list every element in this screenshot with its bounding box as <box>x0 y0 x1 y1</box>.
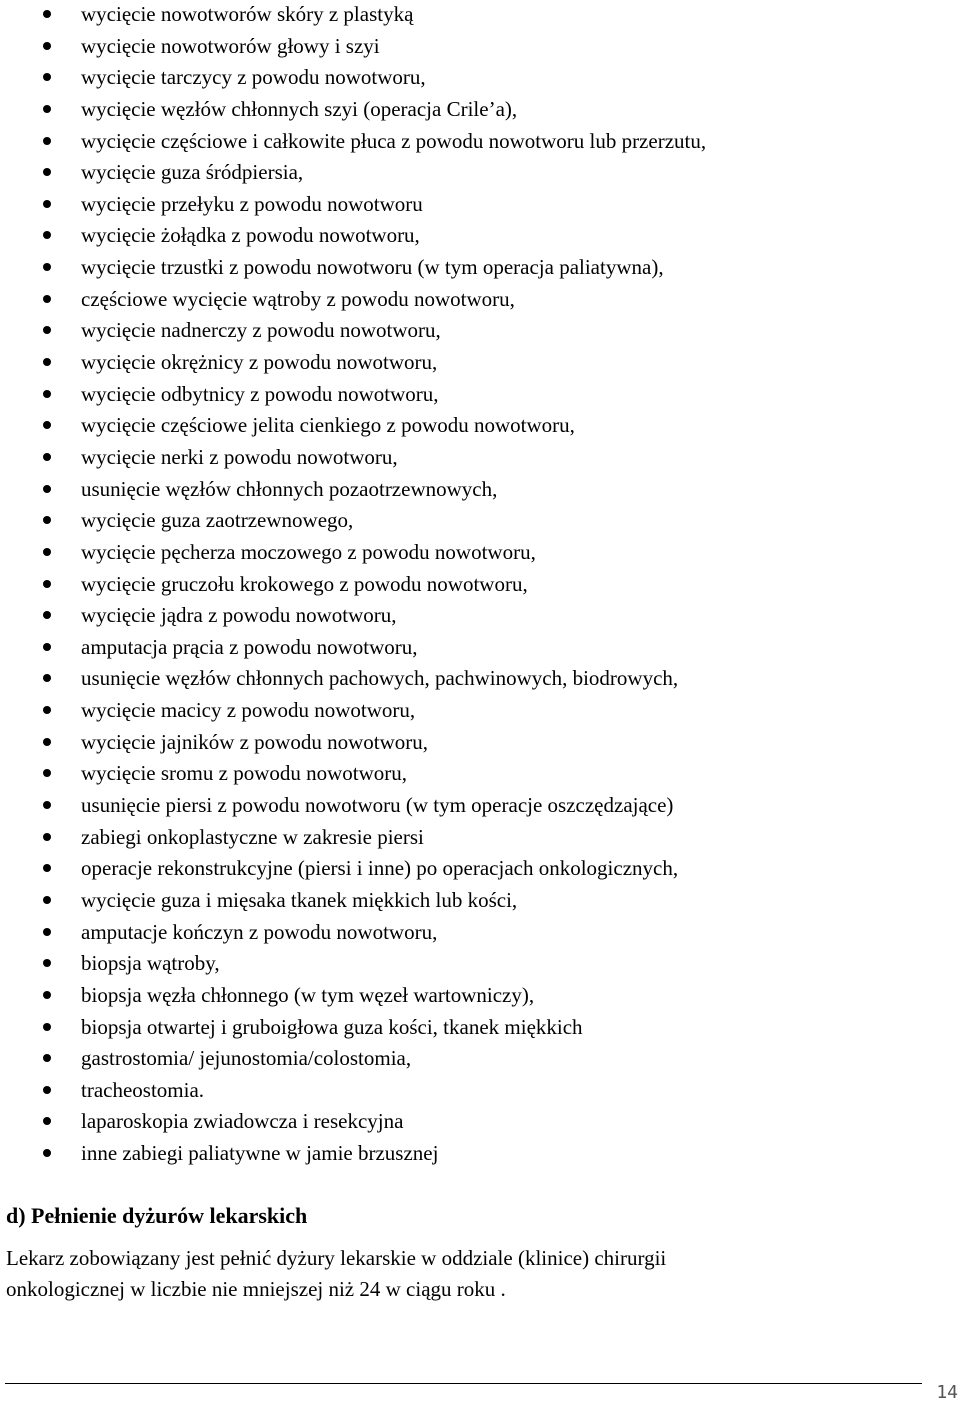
list-item <box>0 348 960 380</box>
list-item <box>0 981 960 1013</box>
bullet-icon <box>43 485 51 493</box>
list-item <box>0 1076 960 1108</box>
list-item <box>0 1013 960 1045</box>
list-item-text: operacje rekonstrukcyjne (piersi i inne) po operacjach onkologicznych, <box>81 856 679 881</box>
section-heading: d) Pełnienie dyżurów lekarskich <box>6 1203 308 1228</box>
list-item-text: wycięcie węzłów chłonnych szyi (operacja Crile’a), <box>81 96 518 121</box>
list-item <box>0 285 960 317</box>
list-item-text: tracheostomia. <box>81 1077 205 1102</box>
list-item <box>0 32 960 64</box>
list-item-text: wycięcie częściowe i całkowite płuca z powodu nowotworu lub przerzutu, <box>81 128 707 153</box>
list-item <box>0 791 960 823</box>
bullet-icon <box>43 326 51 334</box>
list-item-text: wycięcie żołądka z powodu nowotworu, <box>81 223 420 248</box>
list-item-text: wycięcie pęcherza moczowego z powodu nowotworu, <box>81 539 536 564</box>
bullet-icon <box>43 959 51 967</box>
list-item <box>0 63 960 95</box>
bullet-icon <box>43 390 51 398</box>
bullet-icon <box>43 580 51 588</box>
bullet-icon <box>43 864 51 872</box>
list-item-text: wycięcie macicy z powodu nowotworu, <box>81 698 416 723</box>
list-item-text: wycięcie gruczołu krokowego z powodu nowotworu, <box>81 571 528 596</box>
list-item <box>0 538 960 570</box>
bullet-icon <box>43 801 51 809</box>
list-item <box>0 475 960 507</box>
bullet-icon <box>43 548 51 556</box>
list-item <box>0 886 960 918</box>
list-item <box>0 570 960 602</box>
list-item-text: usunięcie węzłów chłonnych pachowych, pachwinowych, biodrowych, <box>81 666 679 691</box>
bullet-icon <box>43 10 51 18</box>
list-item <box>0 949 960 981</box>
paragraph-line: Lekarz zobowiązany jest pełnić dyżury lekarskie w oddziale (klinice) chirurgii <box>6 1246 667 1270</box>
bullet-icon <box>43 706 51 714</box>
list-item-text: wycięcie przełyku z powodu nowotworu <box>81 191 423 216</box>
list-item <box>0 95 960 127</box>
list-item-text: wycięcie nowotworów głowy i szyi <box>81 33 380 58</box>
list-item-text: biopsja węzła chłonnego (w tym węzeł wartowniczy), <box>81 982 535 1007</box>
bullet-icon <box>43 833 51 841</box>
bullet-icon <box>43 991 51 999</box>
list-item <box>0 1044 960 1076</box>
section-paragraph <box>6 1243 946 1305</box>
list-item <box>0 506 960 538</box>
bullet-icon <box>43 611 51 619</box>
bullet-icon <box>43 105 51 113</box>
list-item <box>0 158 960 190</box>
footer-divider <box>5 1383 922 1384</box>
paragraph-line: onkologicznej w liczbie nie mniejszej niż 24 w ciągu roku . <box>6 1277 506 1301</box>
page-number: 14 <box>936 1382 958 1403</box>
bullet-icon <box>43 421 51 429</box>
list-item <box>0 664 960 696</box>
bullet-icon <box>43 1054 51 1062</box>
list-item <box>0 443 960 475</box>
bullet-icon <box>43 1117 51 1125</box>
bullet-icon <box>43 42 51 50</box>
list-item-text: wycięcie częściowe jelita cienkiego z powodu nowotworu, <box>81 413 575 438</box>
list-item <box>0 127 960 159</box>
list-item <box>0 759 960 791</box>
list-item-text: wycięcie sromu z powodu nowotworu, <box>81 761 408 786</box>
list-item <box>0 601 960 633</box>
bullet-icon <box>43 1023 51 1031</box>
bullet-icon <box>43 738 51 746</box>
list-item <box>0 633 960 665</box>
bullet-icon <box>43 516 51 524</box>
list-item <box>0 823 960 855</box>
list-item <box>0 728 960 760</box>
list-item-text: wycięcie guza śródpiersia, <box>81 160 304 185</box>
list-item <box>0 380 960 412</box>
bullet-icon <box>43 1149 51 1157</box>
list-item-text: wycięcie guza zaotrzewnowego, <box>81 508 354 533</box>
list-item-text: wycięcie jądra z powodu nowotworu, <box>81 603 397 628</box>
bullet-icon <box>43 73 51 81</box>
list-item <box>0 253 960 285</box>
list-item-text: wycięcie nerki z powodu nowotworu, <box>81 444 398 469</box>
bullet-icon <box>43 231 51 239</box>
list-item-text: biopsja wątroby, <box>81 951 220 976</box>
list-item <box>0 411 960 443</box>
list-item-text: wycięcie nowotworów skóry z plastyką <box>81 2 414 26</box>
list-item-text: wycięcie odbytnicy z powodu nowotworu, <box>81 381 439 406</box>
list-item <box>0 1139 960 1171</box>
list-item-text: amputacje kończyn z powodu nowotworu, <box>81 919 438 944</box>
list-item-text: inne zabiegi paliatywne w jamie brzusznej <box>81 1141 439 1166</box>
list-item <box>0 1107 960 1139</box>
bullet-icon <box>43 643 51 651</box>
list-item-text: częściowe wycięcie wątroby z powodu nowotworu, <box>81 286 515 311</box>
list-item <box>0 854 960 886</box>
bullet-icon <box>43 674 51 682</box>
bullet-icon <box>43 137 51 145</box>
list-item-text: wycięcie tarczycy z powodu nowotworu, <box>81 65 426 90</box>
list-item <box>0 918 960 950</box>
bullet-icon <box>43 1086 51 1094</box>
bullet-icon <box>43 200 51 208</box>
bullet-icon <box>43 168 51 176</box>
bullet-icon <box>43 928 51 936</box>
list-item-text: wycięcie guza i mięsaka tkanek miękkich lub kości, <box>81 887 518 912</box>
list-item-text: gastrostomia/ jejunostomia/colostomia, <box>81 1046 412 1071</box>
list-item-text: wycięcie trzustki z powodu nowotworu (w tym operacja paliatywna), <box>81 255 664 280</box>
list-item <box>0 221 960 253</box>
bullet-icon <box>43 358 51 366</box>
list-item-text: usunięcie piersi z powodu nowotworu (w tym operacje oszczędzające) <box>81 793 674 818</box>
list-item <box>0 0 960 32</box>
list-item-text: laparoskopia zwiadowcza i resekcyjna <box>81 1109 404 1134</box>
list-item <box>0 696 960 728</box>
list-item-text: wycięcie nadnerczy z powodu nowotworu, <box>81 318 441 343</box>
bullet-icon <box>43 769 51 777</box>
list-item <box>0 190 960 222</box>
list-item-text: usunięcie węzłów chłonnych pozaotrzewnowych, <box>81 476 498 501</box>
list-item-text: amputacja prącia z powodu nowotworu, <box>81 634 418 659</box>
list-item-text: biopsja otwartej i gruboigłowa guza kości, tkanek miękkich <box>81 1014 583 1039</box>
list-item-text: wycięcie okrężnicy z powodu nowotworu, <box>81 350 438 375</box>
list-item-text: wycięcie jajników z powodu nowotworu, <box>81 729 429 754</box>
bullet-icon <box>43 263 51 271</box>
bullet-icon <box>43 453 51 461</box>
list-item <box>0 316 960 348</box>
bullet-icon <box>43 896 51 904</box>
bullet-icon <box>43 295 51 303</box>
list-item-text: zabiegi onkoplastyczne w zakresie piersi <box>81 824 424 849</box>
